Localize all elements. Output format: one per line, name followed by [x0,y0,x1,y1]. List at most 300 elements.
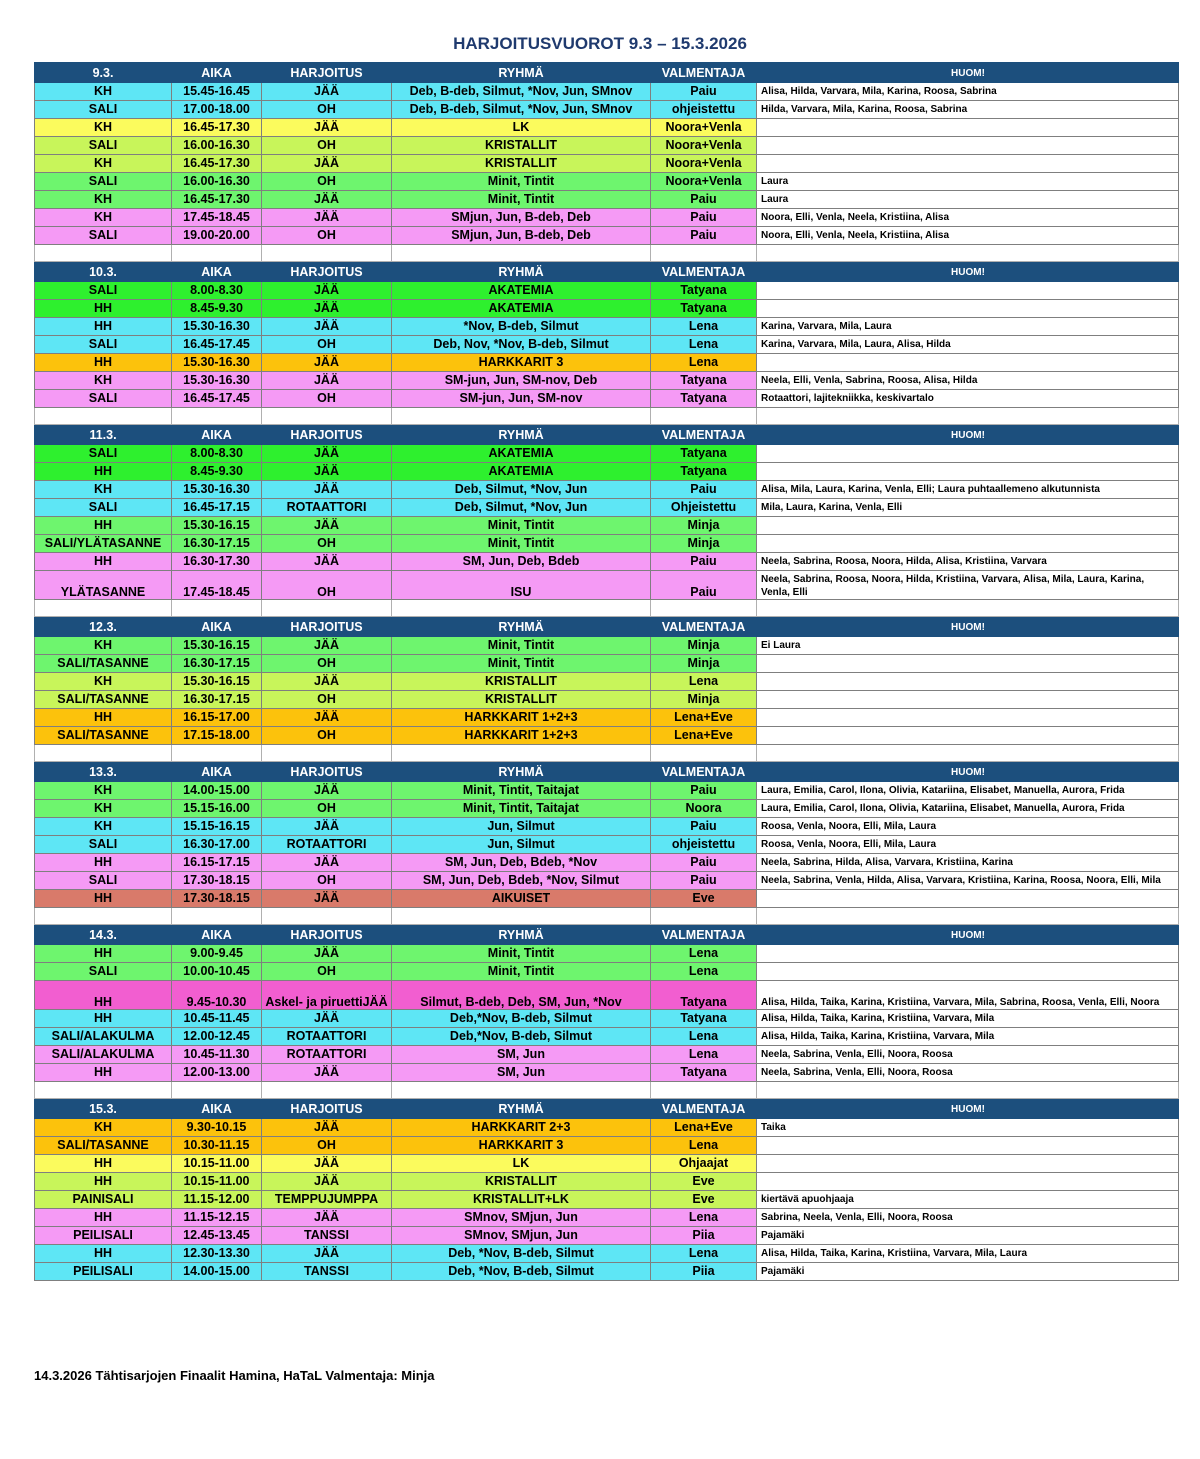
time-cell: 9.45-10.30 [172,981,262,1010]
training-cell: JÄÄ [262,553,392,571]
training-cell: OH [262,691,392,709]
coach-cell: Ohjeistettu [651,499,757,517]
header-group: RYHMÄ [392,762,651,782]
day-date: 14.3. [35,925,172,945]
place-cell: KH [35,782,172,800]
time-cell: 17.15-18.00 [172,727,262,745]
place-cell: HH [35,1064,172,1082]
training-cell: JÄÄ [262,1245,392,1263]
spacer-cell [651,408,757,425]
training-cell: JÄÄ [262,209,392,227]
note-cell: Laura [757,191,1179,209]
group-cell: Minit, Tintit [392,173,651,191]
time-cell: 16.45-17.30 [172,119,262,137]
schedule-row [35,1245,1179,1263]
schedule-row [35,1010,1179,1028]
spacer-cell [757,600,1179,617]
coach-cell: Minja [651,655,757,673]
time-cell: 17.00-18.00 [172,101,262,119]
group-cell: Deb, *Nov, B-deb, Silmut [392,1245,651,1263]
spacer-cell [651,600,757,617]
training-cell: JÄÄ [262,890,392,908]
place-cell: KH [35,83,172,101]
note-cell: Neela, Sabrina, Hilda, Alisa, Varvara, Kristiina, Karina [757,854,1179,872]
spacer-cell [262,745,392,762]
group-cell: HARKKARIT 3 [392,354,651,372]
note-cell: Laura, Emilia, Carol, Ilona, Olivia, Katariina, Elisabet, Manuella, Aurora, Frida [757,782,1179,800]
training-cell: JÄÄ [262,1209,392,1227]
header-coach: VALMENTAJA [651,617,757,637]
group-cell: Minit, Tintit [392,535,651,553]
time-cell: 11.15-12.15 [172,1209,262,1227]
header-coach: VALMENTAJA [651,925,757,945]
time-cell: 15.30-16.30 [172,481,262,499]
place-cell: KH [35,481,172,499]
spacer-cell [172,1082,262,1099]
coach-cell: Lena [651,318,757,336]
schedule-row [35,227,1179,245]
training-cell: OH [262,173,392,191]
group-cell: Deb,*Nov, B-deb, Silmut [392,1028,651,1046]
header-training: HARJOITUS [262,63,392,83]
training-cell: ROTAATTORI [262,1028,392,1046]
coach-cell: Lena [651,1245,757,1263]
group-cell: Minit, Tintit, Taitajat [392,800,651,818]
note-cell: Sabrina, Neela, Venla, Elli, Noora, Roosa [757,1209,1179,1227]
time-cell: 17.45-18.45 [172,571,262,600]
header-group: RYHMÄ [392,63,651,83]
schedule-row [35,691,1179,709]
training-cell: JÄÄ [262,191,392,209]
time-cell: 15.30-16.15 [172,673,262,691]
spacer-cell [392,408,651,425]
group-cell: Silmut, B-deb, Deb, SM, Jun, *Nov [392,981,651,1010]
schedule-row [35,854,1179,872]
place-cell: KH [35,637,172,655]
place-cell: HH [35,354,172,372]
training-cell: OH [262,655,392,673]
note-cell [757,673,1179,691]
group-cell: Jun, Silmut [392,836,651,854]
coach-cell: Lena [651,673,757,691]
coach-cell: Tatyana [651,372,757,390]
time-cell: 16.30-17.15 [172,655,262,673]
schedule-row [35,1119,1179,1137]
coach-cell: Paiu [651,481,757,499]
day-header-row [35,762,1179,782]
coach-cell: Eve [651,890,757,908]
schedule-row [35,782,1179,800]
schedule-row [35,1263,1179,1281]
coach-cell: Tatyana [651,390,757,408]
day-date: 12.3. [35,617,172,637]
note-cell [757,155,1179,173]
group-cell: HARKKARIT 2+3 [392,1119,651,1137]
spacer-cell [262,408,392,425]
note-cell: Noora, Elli, Venla, Neela, Kristiina, Alisa [757,227,1179,245]
coach-cell: Piia [651,1263,757,1281]
coach-cell: Eve [651,1191,757,1209]
place-cell: SALI [35,173,172,191]
group-cell: KRISTALLIT [392,155,651,173]
header-training: HARJOITUS [262,425,392,445]
schedule-row [35,517,1179,535]
spacer-cell [392,1082,651,1099]
place-cell: HH [35,1209,172,1227]
place-cell: KH [35,800,172,818]
spacer-cell [262,245,392,262]
place-cell: SALI [35,282,172,300]
coach-cell: Paiu [651,209,757,227]
place-cell: HH [35,1155,172,1173]
group-cell: AKATEMIA [392,282,651,300]
note-cell [757,137,1179,155]
time-cell: 16.30-17.15 [172,535,262,553]
day-date: 9.3. [35,63,172,83]
schedule-row [35,800,1179,818]
spacer-cell [172,600,262,617]
note-cell: Rotaattori, lajitekniikka, keskivartalo [757,390,1179,408]
coach-cell: Tatyana [651,1010,757,1028]
coach-cell: Paiu [651,872,757,890]
coach-cell: Tatyana [651,445,757,463]
schedule-row [35,155,1179,173]
day-date: 13.3. [35,762,172,782]
schedule-row [35,836,1179,854]
schedule-row [35,1028,1179,1046]
training-cell: JÄÄ [262,155,392,173]
schedule-row [35,553,1179,571]
place-cell: SALI/TASANNE [35,655,172,673]
spacer-row [35,600,1179,617]
day-date: 10.3. [35,262,172,282]
training-cell: OH [262,535,392,553]
spacer-cell [757,745,1179,762]
training-cell: JÄÄ [262,83,392,101]
note-cell: Alisa, Hilda, Taika, Karina, Kristiina, Varvara, Mila, Sabrina, Roosa, Venla, Elli, Noora [757,981,1179,1010]
training-cell: JÄÄ [262,709,392,727]
coach-cell: Paiu [651,854,757,872]
time-cell: 16.45-17.45 [172,336,262,354]
training-cell: JÄÄ [262,282,392,300]
note-cell: Neela, Sabrina, Roosa, Noora, Hilda, Alisa, Kristiina, Varvara [757,553,1179,571]
schedule-row [35,499,1179,517]
header-coach: VALMENTAJA [651,262,757,282]
note-cell: Neela, Sabrina, Venla, Elli, Noora, Roosa [757,1046,1179,1064]
time-cell: 10.15-11.00 [172,1173,262,1191]
spacer-cell [172,408,262,425]
coach-cell: Minja [651,637,757,655]
group-cell: AKATEMIA [392,445,651,463]
training-cell: JÄÄ [262,119,392,137]
header-time: AIKA [172,262,262,282]
coach-cell: ohjeistettu [651,101,757,119]
place-cell: YLÄTASANNE [35,571,172,600]
time-cell: 16.45-17.30 [172,155,262,173]
note-cell [757,445,1179,463]
place-cell: HH [35,709,172,727]
schedule-row [35,1191,1179,1209]
coach-cell: Noora+Venla [651,173,757,191]
training-cell: OH [262,800,392,818]
time-cell: 15.30-16.30 [172,372,262,390]
note-cell [757,945,1179,963]
group-cell: KRISTALLIT [392,673,651,691]
group-cell: SM, Jun, Deb, Bdeb, *Nov [392,854,651,872]
place-cell: SALI [35,336,172,354]
group-cell: Deb,*Nov, B-deb, Silmut [392,1010,651,1028]
training-cell: JÄÄ [262,818,392,836]
training-cell: OH [262,1137,392,1155]
place-cell: SALI/TASANNE [35,691,172,709]
schedule-row [35,727,1179,745]
place-cell: KH [35,673,172,691]
spacer-row [35,245,1179,262]
spacer-cell [392,600,651,617]
spacer-cell [757,245,1179,262]
note-cell: Roosa, Venla, Noora, Elli, Mila, Laura [757,836,1179,854]
note-cell: Noora, Elli, Venla, Neela, Kristiina, Alisa [757,209,1179,227]
spacer-cell [651,745,757,762]
group-cell: Minit, Tintit [392,191,651,209]
header-group: RYHMÄ [392,617,651,637]
place-cell: SALI [35,101,172,119]
spacer-row [35,908,1179,925]
coach-cell: Tatyana [651,463,757,481]
group-cell: Minit, Tintit [392,637,651,655]
header-note: HUOM! [757,617,1179,637]
note-cell: Neela, Elli, Venla, Sabrina, Roosa, Alisa, Hilda [757,372,1179,390]
day-header-row [35,262,1179,282]
note-cell [757,354,1179,372]
training-cell: OH [262,963,392,981]
group-cell: SM-jun, Jun, SM-nov, Deb [392,372,651,390]
coach-cell: Lena [651,1137,757,1155]
spacer-cell [35,245,172,262]
schedule-row [35,709,1179,727]
spacer-cell [651,1082,757,1099]
group-cell: AKATEMIA [392,300,651,318]
coach-cell: Paiu [651,553,757,571]
training-cell: JÄÄ [262,1010,392,1028]
schedule-row [35,637,1179,655]
note-cell [757,1173,1179,1191]
schedule-row [35,1155,1179,1173]
training-cell: Askel- ja piruettiJÄÄ [262,981,392,1010]
time-cell: 12.00-13.00 [172,1064,262,1082]
header-training: HARJOITUS [262,617,392,637]
header-training: HARJOITUS [262,262,392,282]
training-cell: OH [262,137,392,155]
schedule-row [35,101,1179,119]
time-cell: 10.45-11.45 [172,1010,262,1028]
note-cell [757,119,1179,137]
place-cell: HH [35,553,172,571]
schedule-row [35,300,1179,318]
schedule-row [35,390,1179,408]
spacer-row [35,1082,1179,1099]
spacer-cell [262,908,392,925]
time-cell: 15.15-16.00 [172,800,262,818]
schedule-row [35,318,1179,336]
time-cell: 8.45-9.30 [172,463,262,481]
training-cell: OH [262,390,392,408]
note-cell: Karina, Varvara, Mila, Laura [757,318,1179,336]
time-cell: 15.30-16.30 [172,318,262,336]
training-cell: TEMPPUJUMPPA [262,1191,392,1209]
time-cell: 15.15-16.15 [172,818,262,836]
place-cell: PEILISALI [35,1263,172,1281]
footer-note: 14.3.2026 Tähtisarjojen Finaalit Hamina, HaTaL Valmentaja: Minja [34,1368,435,1383]
training-cell: JÄÄ [262,481,392,499]
time-cell: 14.00-15.00 [172,1263,262,1281]
header-group: RYHMÄ [392,1099,651,1119]
place-cell: SALI/ALAKULMA [35,1046,172,1064]
coach-cell: Minja [651,535,757,553]
coach-cell: Lena [651,1028,757,1046]
coach-cell: Lena [651,963,757,981]
training-cell: JÄÄ [262,318,392,336]
coach-cell: Ohjaajat [651,1155,757,1173]
spacer-cell [651,245,757,262]
spacer-cell [262,600,392,617]
group-cell: Deb, Silmut, *Nov, Jun [392,499,651,517]
time-cell: 16.00-16.30 [172,137,262,155]
group-cell: Minit, Tintit [392,945,651,963]
place-cell: HH [35,517,172,535]
time-cell: 17.30-18.15 [172,872,262,890]
place-cell: SALI/ALAKULMA [35,1028,172,1046]
place-cell: HH [35,1245,172,1263]
schedule-row [35,191,1179,209]
page-title: HARJOITUSVUOROT 9.3 – 15.3.2026 [453,34,747,53]
place-cell: SALI [35,499,172,517]
note-cell [757,655,1179,673]
place-cell: PAINISALI [35,1191,172,1209]
coach-cell: Eve [651,1173,757,1191]
spacer-cell [757,408,1179,425]
group-cell: Deb, B-deb, Silmut, *Nov, Jun, SMnov [392,83,651,101]
time-cell: 16.30-17.30 [172,553,262,571]
schedule-row [35,1209,1179,1227]
spacer-cell [757,1082,1179,1099]
header-note: HUOM! [757,1099,1179,1119]
training-cell: JÄÄ [262,945,392,963]
note-cell [757,535,1179,553]
training-cell: JÄÄ [262,1119,392,1137]
group-cell: KRISTALLIT [392,691,651,709]
header-group: RYHMÄ [392,425,651,445]
time-cell: 16.15-17.15 [172,854,262,872]
place-cell: SALI/YLÄTASANNE [35,535,172,553]
time-cell: 17.30-18.15 [172,890,262,908]
note-cell [757,963,1179,981]
place-cell: KH [35,191,172,209]
group-cell: LK [392,119,651,137]
place-cell: SALI [35,445,172,463]
note-cell [757,463,1179,481]
note-cell: Pajamäki [757,1227,1179,1245]
schedule-row [35,1137,1179,1155]
place-cell: HH [35,945,172,963]
coach-cell: Tatyana [651,300,757,318]
place-cell: KH [35,119,172,137]
time-cell: 14.00-15.00 [172,782,262,800]
schedule-row [35,372,1179,390]
note-cell [757,300,1179,318]
spacer-cell [35,408,172,425]
note-cell: Pajamäki [757,1263,1179,1281]
note-cell: kiertävä apuohjaaja [757,1191,1179,1209]
group-cell: Jun, Silmut [392,818,651,836]
coach-cell: Lena+Eve [651,709,757,727]
place-cell: KH [35,1119,172,1137]
header-time: AIKA [172,925,262,945]
time-cell: 8.00-8.30 [172,445,262,463]
header-note: HUOM! [757,262,1179,282]
group-cell: Deb, B-deb, Silmut, *Nov, Jun, SMnov [392,101,651,119]
training-cell: JÄÄ [262,463,392,481]
schedule-row [35,1046,1179,1064]
place-cell: HH [35,463,172,481]
coach-cell: Tatyana [651,1064,757,1082]
coach-cell: Paiu [651,191,757,209]
schedule-row [35,1227,1179,1245]
note-cell [757,1137,1179,1155]
place-cell: PEILISALI [35,1227,172,1245]
time-cell: 9.30-10.15 [172,1119,262,1137]
note-cell [757,890,1179,908]
place-cell: KH [35,155,172,173]
training-cell: JÄÄ [262,1064,392,1082]
header-note: HUOM! [757,425,1179,445]
group-cell: SMjun, Jun, B-deb, Deb [392,227,651,245]
place-cell: SALI [35,963,172,981]
schedule-row [35,445,1179,463]
spacer-cell [172,908,262,925]
training-cell: JÄÄ [262,300,392,318]
note-cell: Roosa, Venla, Noora, Elli, Mila, Laura [757,818,1179,836]
note-cell: Alisa, Hilda, Taika, Karina, Kristiina, Varvara, Mila [757,1010,1179,1028]
header-note: HUOM! [757,925,1179,945]
group-cell: Minit, Tintit, Taitajat [392,782,651,800]
header-time: AIKA [172,63,262,83]
group-cell: HARKKARIT 1+2+3 [392,709,651,727]
spacer-row [35,408,1179,425]
place-cell: SALI/TASANNE [35,1137,172,1155]
day-date: 11.3. [35,425,172,445]
spacer-cell [757,908,1179,925]
schedule-row [35,818,1179,836]
header-coach: VALMENTAJA [651,1099,757,1119]
group-cell: SMnov, SMjun, Jun [392,1209,651,1227]
schedule-row [35,890,1179,908]
coach-cell: Lena+Eve [651,727,757,745]
coach-cell: Paiu [651,227,757,245]
note-cell [757,691,1179,709]
time-cell: 16.45-17.30 [172,191,262,209]
spacer-cell [35,908,172,925]
spacer-cell [392,908,651,925]
group-cell: HARKKARIT 1+2+3 [392,727,651,745]
place-cell: SALI [35,836,172,854]
place-cell: HH [35,1173,172,1191]
training-cell: JÄÄ [262,372,392,390]
coach-cell: Lena+Eve [651,1119,757,1137]
place-cell: KH [35,372,172,390]
header-time: AIKA [172,617,262,637]
spacer-cell [262,1082,392,1099]
